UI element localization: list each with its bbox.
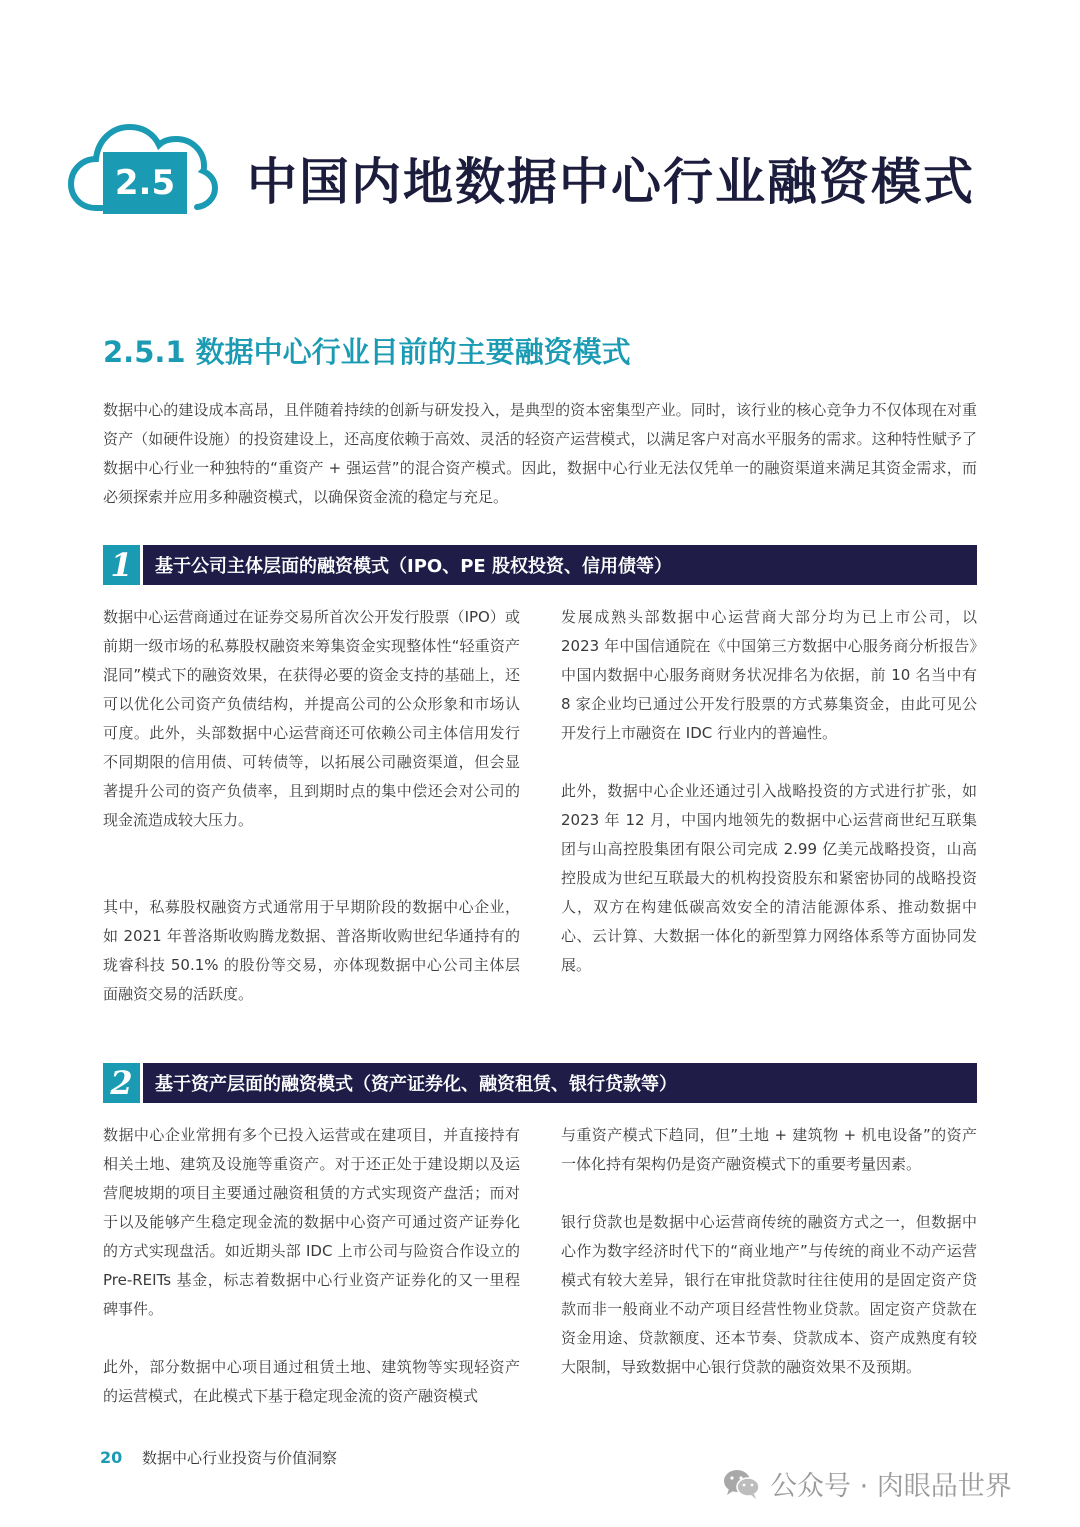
intro-paragraph: 数据中心的建设成本高昂，且伴随着持续的创新与研发投入，是典型的资本密集型产业。同时，该行业的核心竞争力不仅体现在对重资产（如硬件设施）的投资建设上，还高度依赖于高效、灵活的轻资产运营模式，以满足客户对高水平服务的需求。这种特性赋予了数据中心行业一种独特的“重资产 + 强运营”的混合资产模式。因此，数据中心行业无法仅凭单一的融资渠道来满足其资金需求，而必须探索并应用多种融资模式，以确保资金流的稳定与充足。 bbox=[103, 401, 977, 506]
wechat-icon bbox=[722, 1468, 762, 1500]
section-number-2: 2 bbox=[103, 1063, 143, 1103]
section-heading-1: 基于公司主体层面的融资模式（IPO、PE 股权投资、信用债等） bbox=[155, 556, 672, 577]
section1-right-paragraph-1: 发展成熟头部数据中心运营商大部分均为已上市公司，以 2023 年中国信通院在《中国第三方数据中心服务商分析报告》中国内数据中心服务商财务状况排名为依据，前 10 名当中有 8 家企业均已通过公开发行股票的方式募集资金，由此可见公开发行上市融资在 IDC 行业内的普遍性。 bbox=[561, 608, 977, 742]
section2-left-paragraph-1: 数据中心企业常拥有多个已投入运营或在建项目，并直接持有相关土地、建筑及设施等重资产。对于还正处于建设期以及运营爬坡期的项目主要通过融资租赁的方式实现资产盘活；而对于以及能够产生稳定现金流的数据中心资产可通过资产证券化的方式实现盘活。如近期头部 IDC 上市公司与险资合作设立的 Pre-REITs 基金，标志着数据中心行业资产证券化的又一里程碑事件。 bbox=[103, 1126, 520, 1318]
section2-left-paragraph-2: 此外，部分数据中心项目通过租赁土地、建筑物等实现轻资产的运营模式，在此模式下基于稳定现金流的资产融资模式 bbox=[103, 1358, 520, 1405]
section1-left-paragraph-1: 数据中心运营商通过在证券交易所首次公开发行股票（IPO）或前期一级市场的私募股权融资来筹集资金实现整体性“轻重资产混同”模式下的融资效果，在获得必要的资金支持的基础上，还可以优化公司资产负债结构，并提高公司的公众形象和市场认可度。此外，头部数据中心运营商还可依赖公司主体信用发行不同期限的信用债、可转债等，以拓展公司融资渠道，但会显著提升公司的资产负债率，且到期时点的集中偿还会对公司的现金流造成较大压力。 bbox=[103, 608, 520, 829]
section-number-1: 1 bbox=[103, 545, 143, 585]
subsection-title: 2.5.1 数据中心行业目前的主要融资模式 bbox=[103, 335, 631, 369]
section2-right-paragraph-1: 与重资产模式下趋同，但”土地 + 建筑物 + 机电设备”的资产一体化持有架构仍是资产融资模式下的重要考量因素。 bbox=[561, 1126, 977, 1173]
footer-title: 数据中心行业投资与价值洞察 bbox=[142, 1449, 338, 1467]
section1-right-paragraph-2: 此外，数据中心企业还通过引入战略投资的方式进行扩张，如 2023 年 12 月，中国内地领先的数据中心运营商世纪互联集团与山高控股集团有限公司完成 2.99 亿美元战略投资，山高控股成为世纪互联最大的机构投资股东和紧密协同的战略投资人，双方在构建低碳高效安全的清洁能源体系、推动数据中心、云计算、大数据一体化的新型算力网络体系等方面协同发展。 bbox=[561, 782, 977, 974]
section2-right-paragraph-2: 银行贷款也是数据中心运营商传统的融资方式之一，但数据中心作为数字经济时代下的“商业地产”与传统的商业不动产运营模式有较大差异，银行在审批贷款时往往使用的是固定资产贷款而非一般商业不动产项目经营性物业贷款。固定资产贷款在资金用途、贷款额度、还本节奏、贷款成本、资产成熟度有较大限制，导致数据中心银行贷款的融资效果不及预期。 bbox=[561, 1213, 977, 1376]
page-title: 中国内地数据中心行业融资模式 bbox=[247, 153, 975, 211]
watermark-text: 公众号 · 肉眼品世界 bbox=[770, 1471, 1012, 1502]
section-number-badge: 2.5 bbox=[103, 152, 187, 214]
section-banner-1 bbox=[103, 545, 977, 585]
watermark bbox=[722, 1464, 1012, 1503]
section1-left-paragraph-2: 其中，私募股权融资方式通常用于早期阶段的数据中心企业，如 2021 年普洛斯收购腾龙数据、普洛斯收购世纪华通持有的珑睿科技 50.1% 的股份等交易，亦体现数据中心公司主体层面融资交易的活跃度。 bbox=[103, 898, 520, 1003]
section-heading-2: 基于资产层面的融资模式（资产证券化、融资租赁、银行贷款等） bbox=[155, 1074, 677, 1095]
page-number: 20 bbox=[100, 1448, 123, 1467]
section-banner-2 bbox=[103, 1063, 977, 1103]
